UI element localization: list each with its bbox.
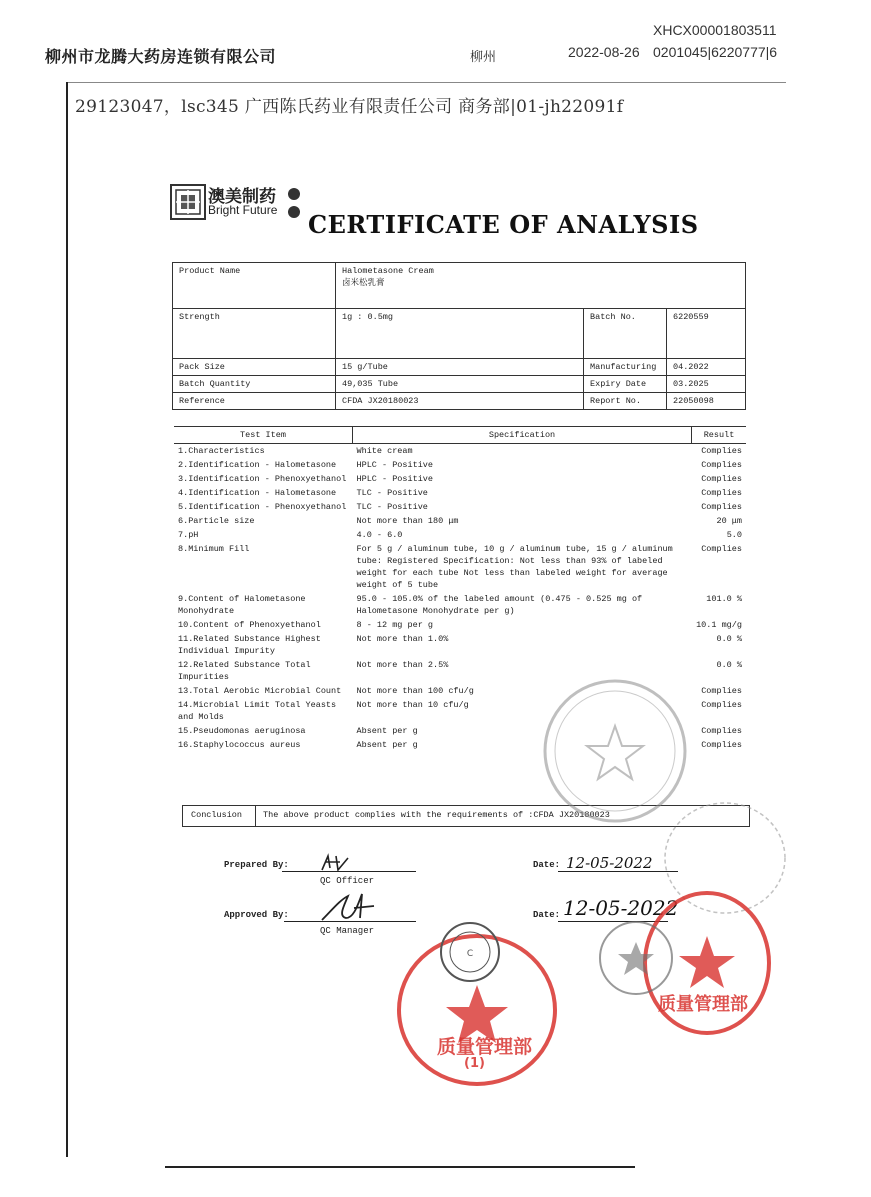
conclusion-divider xyxy=(255,806,256,826)
top-code-primary: XHCX00001803511 xyxy=(653,22,777,38)
approved-date-value: 12-05-2022 xyxy=(563,896,679,920)
test-result: Complies xyxy=(701,474,742,484)
test-spec: For 5 g / aluminum tube, 10 g / aluminum tube, 15 g / aluminum tube: Registered Specification: Not less than 93% of labeled weight for each tube Not less than labeled weight for average weight of 5 tube xyxy=(356,544,673,590)
logo-chinese-name: 澳美制药 xyxy=(208,187,276,206)
test-spec: 8 - 12 mg per g xyxy=(356,620,434,630)
test-result: Complies xyxy=(701,502,742,512)
header-specification: Specification xyxy=(353,427,692,444)
prepared-date-label: Date: xyxy=(533,860,561,870)
test-item: 8.Minimum Fill xyxy=(178,544,250,554)
test-spec: Absent per g xyxy=(356,726,418,736)
prepared-by-label: Prepared By: xyxy=(224,860,289,870)
top-date: 2022-08-26 xyxy=(568,44,640,60)
table-row xyxy=(174,486,746,500)
report-no-label: Report No. xyxy=(584,393,667,410)
test-result: Complies xyxy=(701,544,742,554)
prepared-signature-icon xyxy=(318,852,358,874)
test-result: 5.0 xyxy=(726,530,742,540)
logo-english-name: Bright Future xyxy=(208,203,278,217)
stamp-left-dept: 质量管理部 xyxy=(437,1036,533,1058)
test-spec: Not more than 1.0% xyxy=(356,634,449,644)
pack-size-value: 15 g/Tube xyxy=(336,359,584,376)
company-logo-icon xyxy=(170,184,206,220)
stamp-left-number: (1) xyxy=(464,1056,485,1071)
frame-left-line xyxy=(66,82,68,1157)
product-name-value xyxy=(336,263,746,309)
approved-role: QC Manager xyxy=(320,926,375,936)
test-spec: Not more than 2.5% xyxy=(356,660,449,670)
reference-value: CFDA JX20180023 xyxy=(336,393,584,410)
table-row xyxy=(174,618,746,632)
test-result: Complies xyxy=(701,726,742,736)
test-item: 7.pH xyxy=(178,530,199,540)
test-spec: Not more than 100 cfu/g xyxy=(356,686,474,696)
test-spec: White cream xyxy=(356,446,413,456)
test-result: Complies xyxy=(701,488,742,498)
table-row xyxy=(174,444,746,459)
test-spec: TLC - Positive xyxy=(356,488,428,498)
test-result: 20 μm xyxy=(716,516,742,526)
conclusion-text: The above product complies with the requirements of :CFDA JX20180023 xyxy=(263,810,610,820)
fax-header-line: 29123047，lsc345 广西陈氏药业有限责任公司 商务部|01-jh22091f xyxy=(75,97,624,117)
batch-no-label: Batch No. xyxy=(584,309,667,359)
test-spec: Absent per g xyxy=(356,740,418,750)
test-item: 6.Particle size xyxy=(178,516,255,526)
table-row xyxy=(174,458,746,472)
approved-signature-icon xyxy=(318,890,378,924)
test-item: 10.Content of Phenoxyethanol xyxy=(178,620,321,630)
report-no-value: 22050098 xyxy=(667,393,746,410)
gray-company-seal-icon xyxy=(596,918,676,998)
test-spec: 4.0 - 6.0 xyxy=(356,530,403,540)
gray-round-seal-icon xyxy=(438,920,502,984)
top-city: 柳州 xyxy=(470,49,497,64)
test-item: 9.Content of Halometasone Monohydrate xyxy=(178,594,306,616)
test-item: 2.Identification - Halometasone xyxy=(178,460,337,470)
product-name-cn: 卤米松乳膏 xyxy=(342,278,385,288)
test-result: 0.0 % xyxy=(716,634,742,644)
test-result: 101.0 % xyxy=(706,594,742,604)
expiry-value: 03.2025 xyxy=(667,376,746,393)
test-item: 1.Characteristics xyxy=(178,446,265,456)
test-result: 0.0 % xyxy=(716,660,742,670)
logo-circle-marks-icon xyxy=(286,186,302,220)
test-spec: Not more than 180 μm xyxy=(356,516,459,526)
test-spec: HPLC - Positive xyxy=(356,474,434,484)
stamp-right-dept: 质量管理部 xyxy=(658,994,748,1015)
approved-date-label: Date: xyxy=(533,910,561,920)
table-row xyxy=(174,542,746,592)
test-spec: Not more than 10 cfu/g xyxy=(356,700,469,710)
batch-quantity-value: 49,035 Tube xyxy=(336,376,584,393)
test-spec: TLC - Positive xyxy=(356,502,428,512)
product-info-table xyxy=(172,262,746,410)
test-item: 11.Related Substance Highest Individual Impurity xyxy=(178,634,321,656)
test-item: 12.Related Substance Total Impurities xyxy=(178,660,311,682)
table-row xyxy=(174,592,746,618)
test-result: Complies xyxy=(701,740,742,750)
product-name-en: Halometasone Cream xyxy=(342,266,434,276)
top-code-secondary: 0201045|6220777|6 xyxy=(653,44,778,60)
test-result: Complies xyxy=(701,460,742,470)
header-result: Result xyxy=(692,427,747,444)
svg-text:C: C xyxy=(466,949,474,959)
prepared-role: QC Officer xyxy=(320,876,375,886)
manufacturing-value: 04.2022 xyxy=(667,359,746,376)
header-test-item: Test Item xyxy=(174,427,353,444)
table-row xyxy=(174,500,746,514)
test-item: 3.Identification - Phenoxyethanol xyxy=(178,474,347,484)
test-item: 14.Microbial Limit Total Yeasts and Molds xyxy=(178,700,337,722)
test-item: 16.Staphylococcus aureus xyxy=(178,740,301,750)
test-spec: HPLC - Positive xyxy=(356,460,434,470)
test-item: 4.Identification - Halometasone xyxy=(178,488,337,498)
table-row xyxy=(174,472,746,486)
table-row xyxy=(174,528,746,542)
conclusion-label: Conclusion xyxy=(191,810,243,820)
strength-label: Strength xyxy=(173,309,336,359)
product-name-label: Product Name xyxy=(173,263,336,309)
batch-no-value: 6220559 xyxy=(667,309,746,359)
table-row xyxy=(174,632,746,658)
expiry-label: Expiry Date xyxy=(584,376,667,393)
document-title: CERTIFICATE OF ANALYSIS xyxy=(308,210,699,239)
test-item: 13.Total Aerobic Microbial Count xyxy=(178,686,342,696)
table-row xyxy=(174,514,746,528)
test-item: 15.Pseudomonas aeruginosa xyxy=(178,726,306,736)
reference-label: Reference xyxy=(173,393,336,410)
prepared-date-value: 12-05-2022 xyxy=(566,854,653,872)
batch-quantity-label: Batch Quantity xyxy=(173,376,336,393)
bottom-divider xyxy=(165,1166,635,1168)
frame-top-line xyxy=(66,82,786,83)
test-result: 10.1 mg/g xyxy=(696,620,742,630)
test-result: Complies xyxy=(701,700,742,710)
test-result: Complies xyxy=(701,686,742,696)
top-company-name: 柳州市龙腾大药房连锁有限公司 xyxy=(45,49,277,66)
approved-by-label: Approved By: xyxy=(224,910,289,920)
test-spec: 95.0 - 105.0% of the labeled amount (0.475 - 0.525 mg of Halometasone Monohydrate per g) xyxy=(356,594,643,616)
test-item: 5.Identification - Phenoxyethanol xyxy=(178,502,347,512)
manufacturing-label: Manufacturing xyxy=(584,359,667,376)
test-result: Complies xyxy=(701,446,742,456)
strength-value: 1g : 0.5mg xyxy=(336,309,584,359)
pack-size-label: Pack Size xyxy=(173,359,336,376)
